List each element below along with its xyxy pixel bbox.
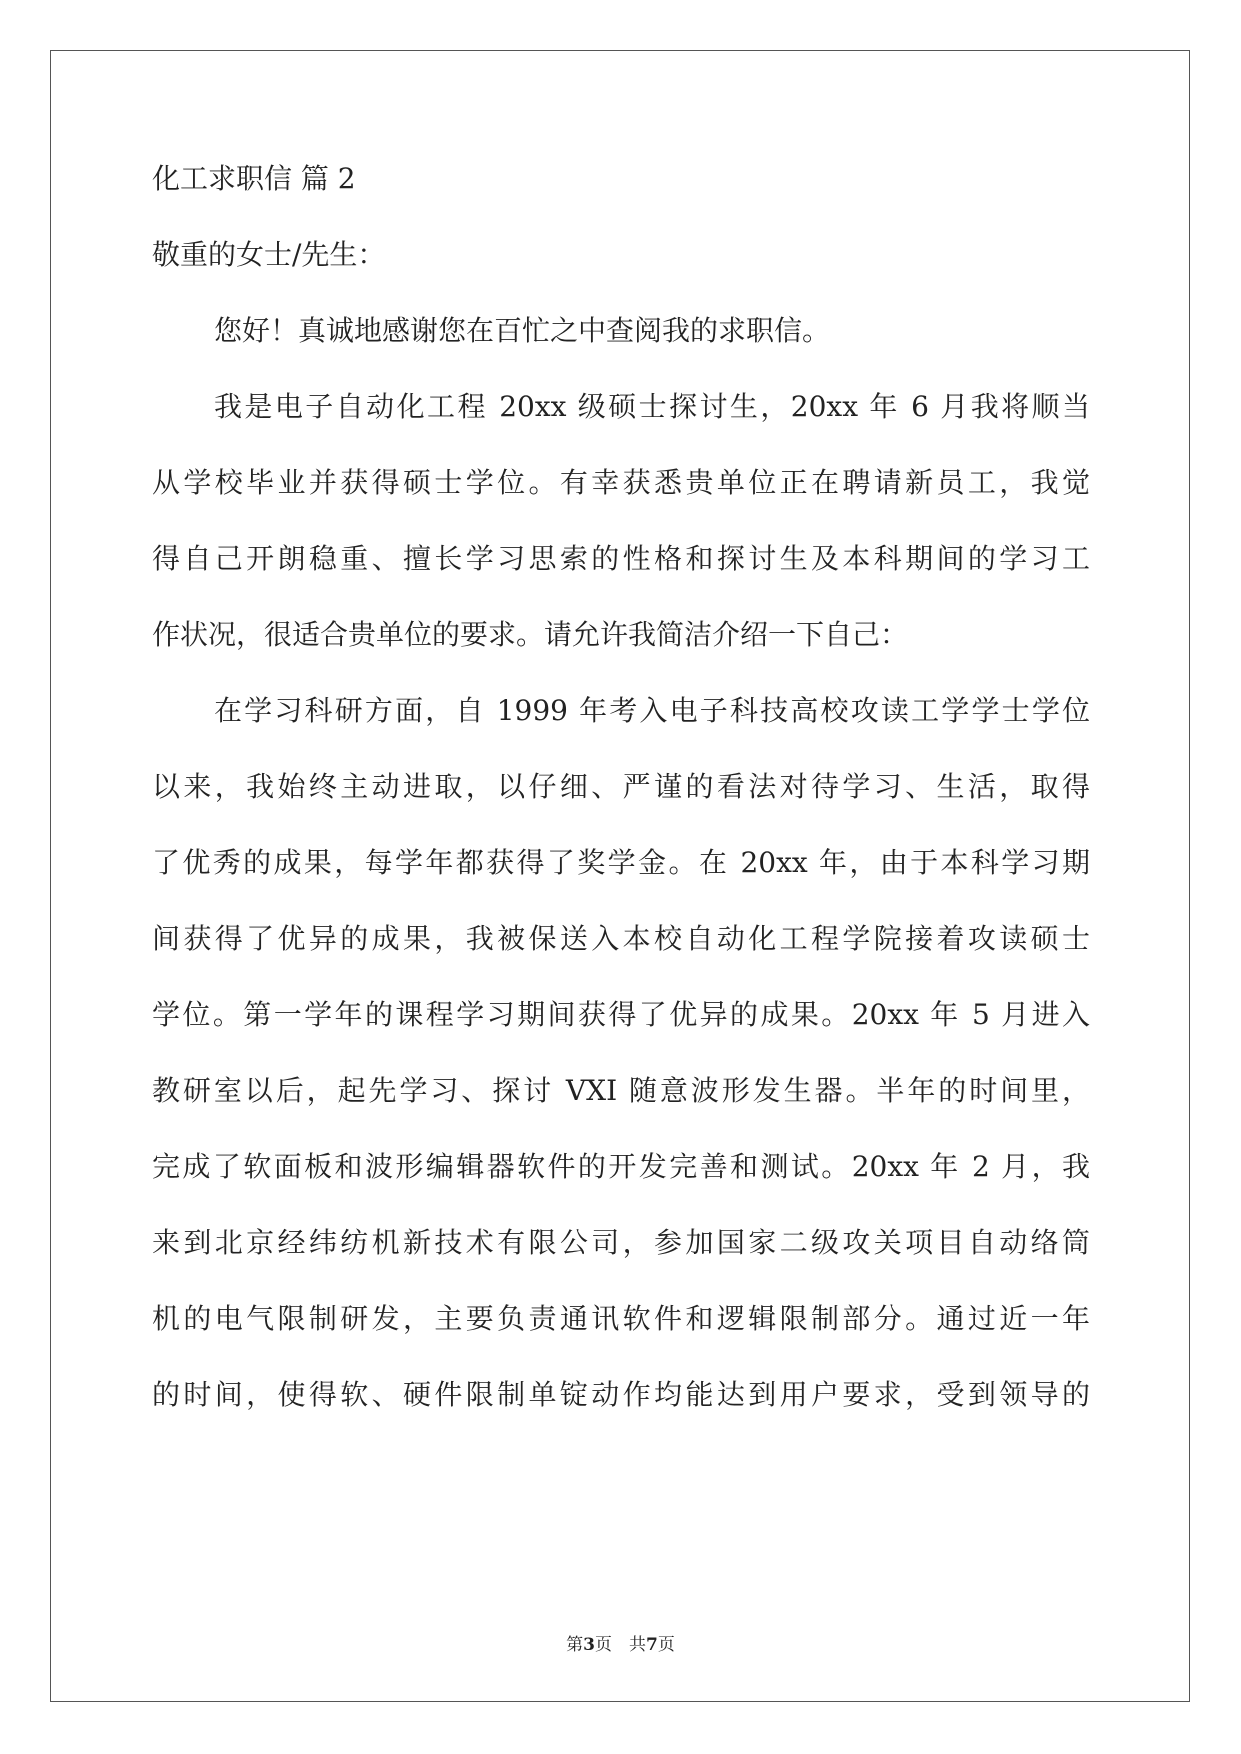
paragraph-3-line-9: 机的电气限制研发，主要负责通讯软件和逻辑限制部分。通过近一年 xyxy=(152,1302,1090,1335)
page-number-mid: 页 共 xyxy=(595,1635,646,1655)
paragraph-3-line-10: 的时间，使得软、硬件限制单锭动作均能达到用户要求，受到领导的 xyxy=(152,1378,1090,1411)
paragraph-3-line-3: 了优秀的成果，每学年都获得了奖学金。在 20xx 年，由于本科学习期 xyxy=(152,846,1090,879)
page-number-total: 7 xyxy=(646,1635,658,1655)
paragraph-3-line-5: 学位。第一学年的课程学习期间获得了优异的成果。20xx 年 5 月进入 xyxy=(152,998,1090,1031)
paragraph-2-line-4: 作状况，很适合贵单位的要求。请允许我简洁介绍一下自己： xyxy=(152,618,909,651)
paragraph-2-line-3: 得自己开朗稳重、擅长学习思索的性格和探讨生及本科期间的学习工 xyxy=(152,542,1090,575)
greeting: 敬重的女士/先生： xyxy=(152,238,386,271)
document-title: 化工求职信 篇 2 xyxy=(152,162,356,195)
paragraph-2-line-2: 从学校毕业并获得硕士学位。有幸获悉贵单位正在聘请新员工，我觉 xyxy=(152,466,1090,499)
paragraph-1-line-1: 您好！真诚地感谢您在百忙之中查阅我的求职信。 xyxy=(214,314,831,347)
paragraph-3-line-8: 来到北京经纬纺机新技术有限公司，参加国家二级攻关项目自动络筒 xyxy=(152,1226,1090,1259)
paragraph-3-line-2: 以来，我始终主动进取，以仔细、严谨的看法对待学习、生活，取得 xyxy=(152,770,1090,803)
paragraph-2-line-1: 我是电子自动化工程 20xx 级硕士探讨生，20xx 年 6 月我将顺当 xyxy=(214,390,1090,423)
paragraph-3-line-1: 在学习科研方面，自 1999 年考入电子科技高校攻读工学学士学位 xyxy=(214,694,1090,727)
paragraph-3-line-4: 间获得了优异的成果，我被保送入本校自动化工程学院接着攻读硕士 xyxy=(152,922,1090,955)
paragraph-3-line-6: 教研室以后，起先学习、探讨 VXI 随意波形发生器。半年的时间里， xyxy=(152,1074,1090,1107)
page-number-prefix: 第 xyxy=(566,1635,584,1655)
paragraph-3-line-7: 完成了软面板和波形编辑器软件的开发完善和测试。20xx 年 2 月，我 xyxy=(152,1150,1090,1183)
page-number-current: 3 xyxy=(583,1635,595,1655)
page-footer xyxy=(0,1630,1241,1655)
page-number-suffix: 页 xyxy=(657,1635,675,1655)
letter-content xyxy=(152,160,1090,1452)
